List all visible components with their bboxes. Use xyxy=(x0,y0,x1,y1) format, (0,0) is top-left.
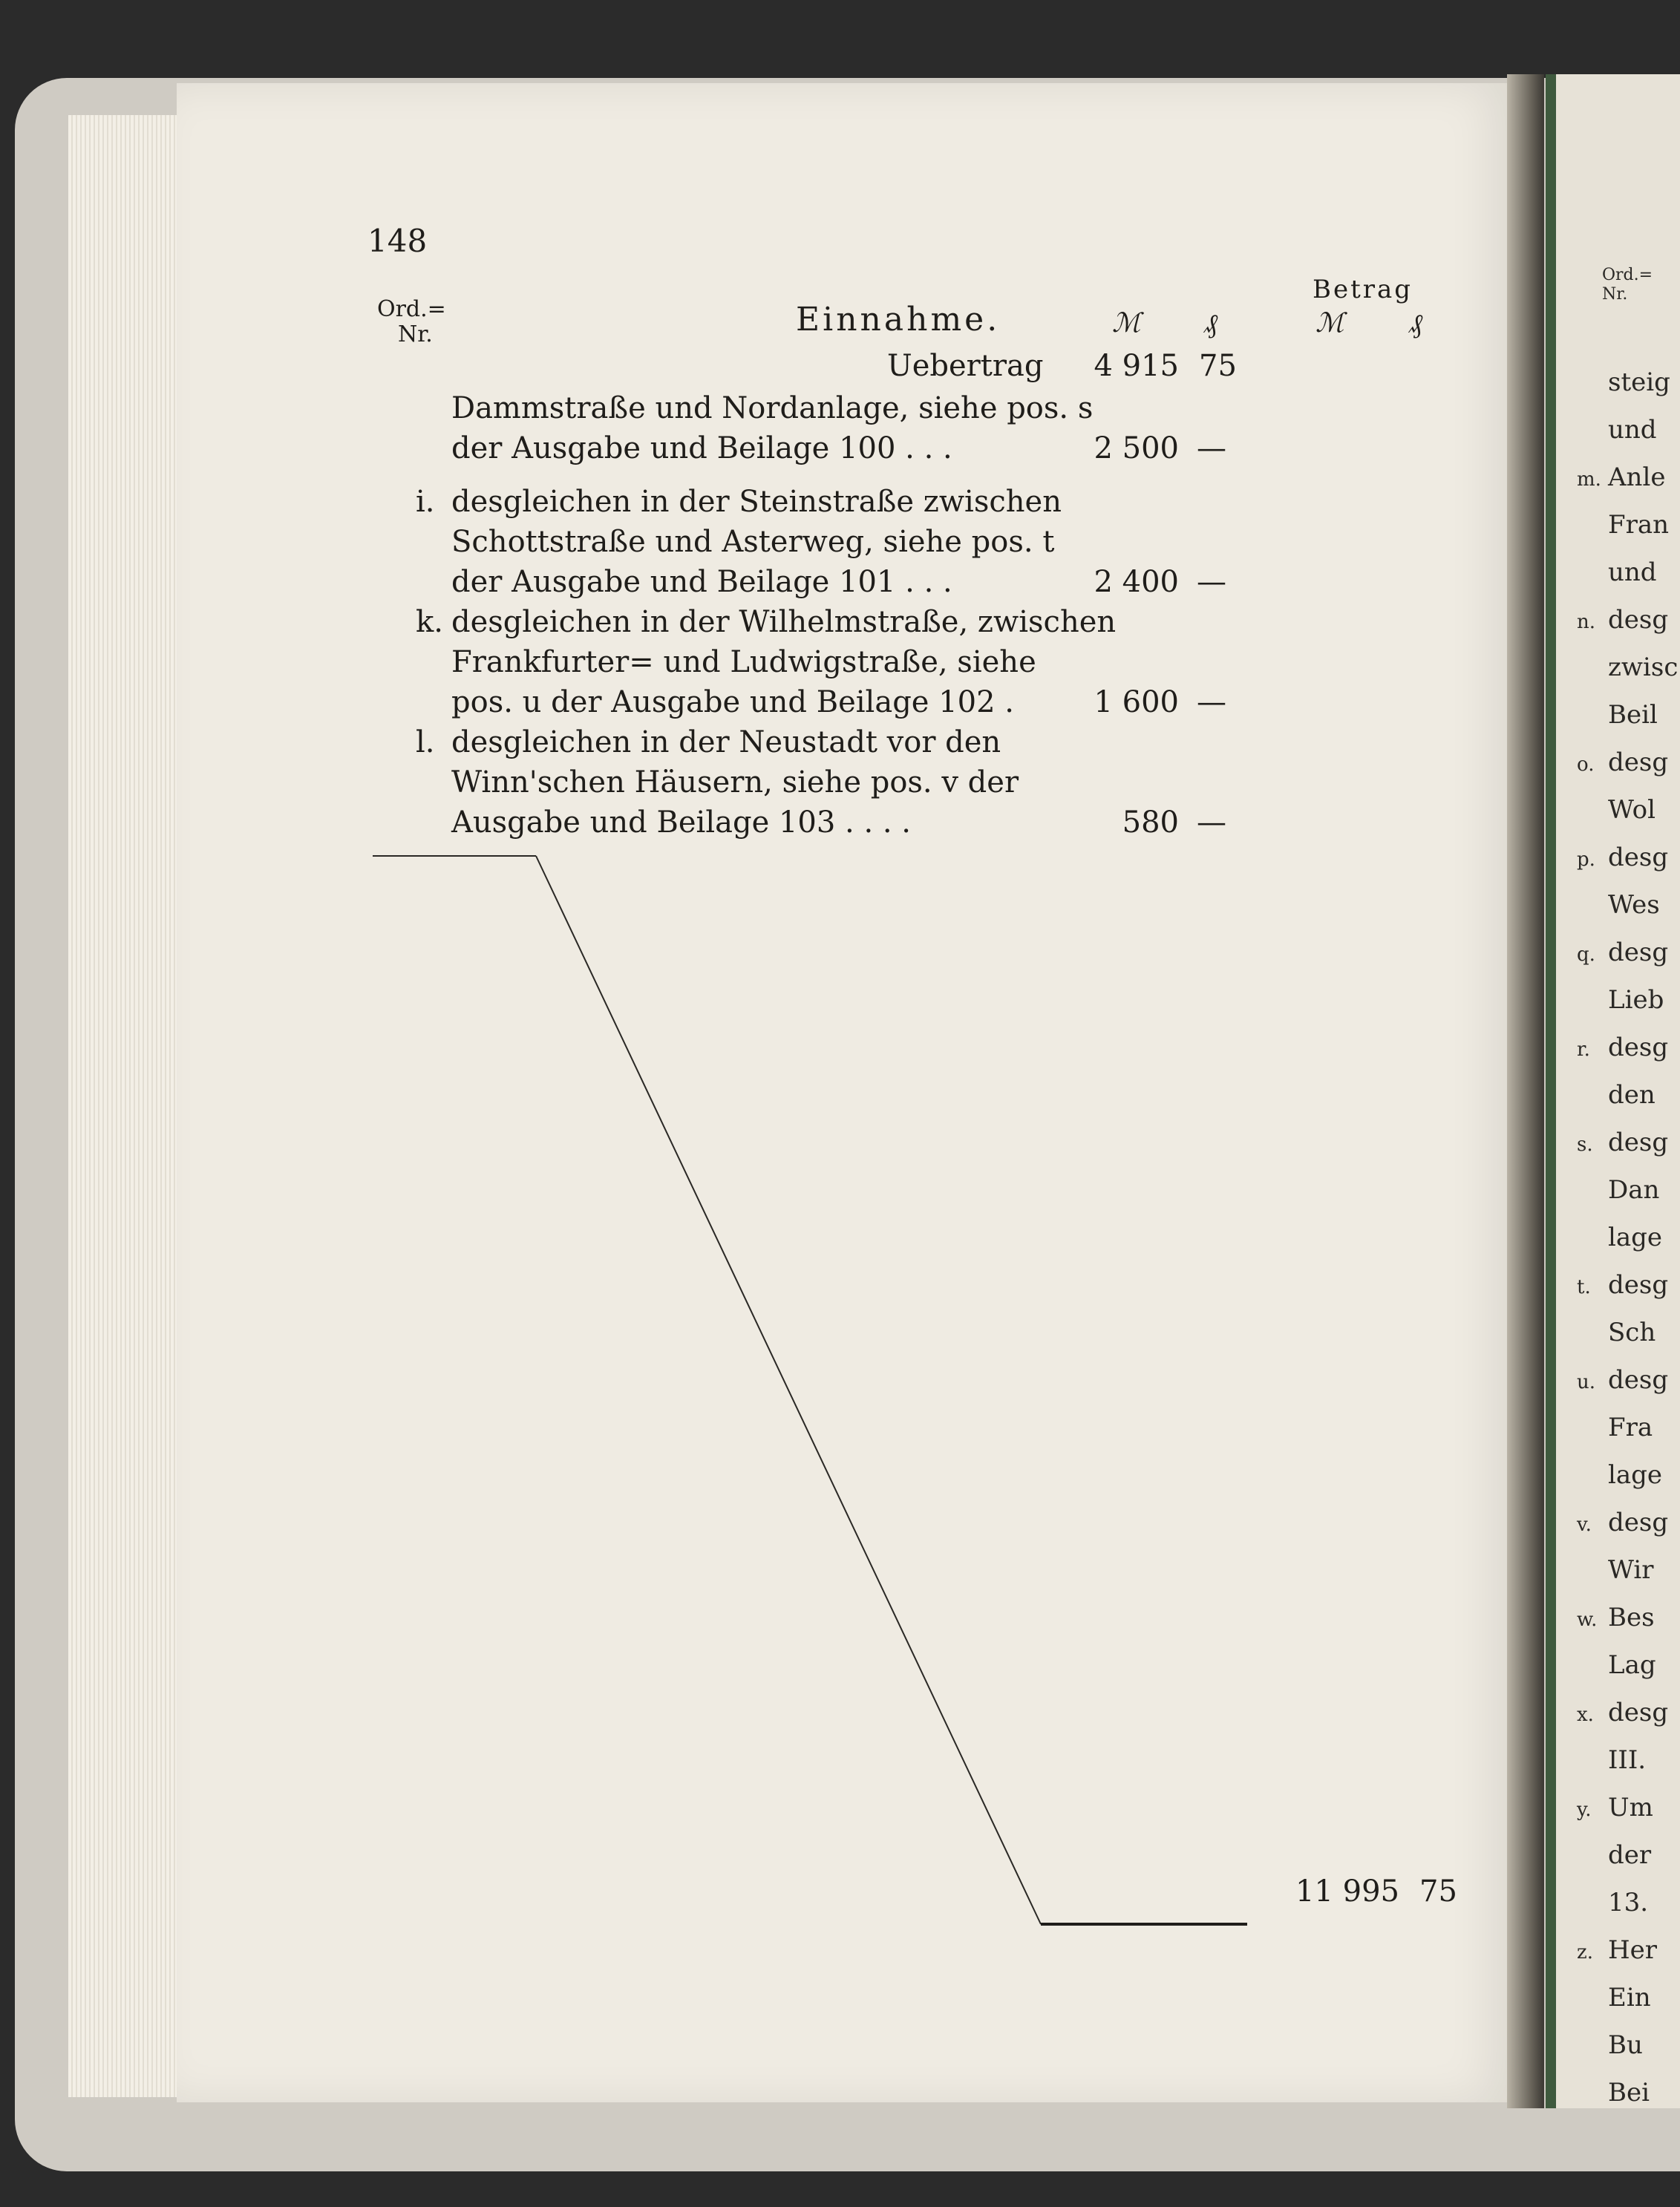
facing-item-marker: s. xyxy=(1577,1134,1593,1156)
entry-amount: 580 xyxy=(1122,805,1179,840)
entry-line: Dammstraße und Nordanlage, siehe pos. s xyxy=(451,391,1094,425)
facing-item-text: Wol xyxy=(1608,795,1656,825)
facing-item-text: steig xyxy=(1608,367,1670,397)
entry-amount: 2 400 xyxy=(1094,565,1179,599)
facing-item-marker: x. xyxy=(1577,1704,1594,1726)
entry-line: Winn'schen Häusern, siehe pos. v der xyxy=(451,765,1019,800)
facing-item-text: Wir xyxy=(1608,1555,1654,1585)
entry-line: Ausgabe und Beilage 103 . . . . xyxy=(451,805,912,840)
facing-item-text: Lag xyxy=(1608,1650,1656,1680)
facing-item-marker: n. xyxy=(1577,611,1596,633)
facing-item-text: Bu xyxy=(1608,2030,1643,2060)
facing-item-marker: t. xyxy=(1577,1276,1591,1298)
facing-header-line1: Ord.= xyxy=(1602,266,1653,284)
facing-item-marker: p. xyxy=(1577,849,1595,871)
facing-item-text: Um xyxy=(1608,1793,1653,1822)
carry-over-cents: 75 xyxy=(1199,349,1237,383)
facing-item-text: Dan xyxy=(1608,1175,1660,1205)
facing-item-marker: v. xyxy=(1577,1514,1592,1536)
entry-amount: 2 500 xyxy=(1094,431,1179,465)
facing-item-text: Sch xyxy=(1608,1318,1656,1347)
entry-line: der Ausgabe und Beilage 100 . . . xyxy=(451,431,952,465)
entry-line: Schottstraße und Asterweg, siehe pos. t xyxy=(451,525,1055,559)
ord-nr-line1: Ord.= xyxy=(377,296,446,322)
carry-over-label: Uebertrag xyxy=(887,349,1044,383)
facing-item-marker: z. xyxy=(1577,1941,1593,1964)
facing-item-text: Lieb xyxy=(1608,985,1664,1015)
facing-item-text: desg xyxy=(1608,1508,1669,1537)
facing-item-text: Fra xyxy=(1608,1413,1653,1442)
facing-item-marker: w. xyxy=(1577,1609,1598,1631)
facing-item-text: 13. xyxy=(1608,1888,1649,1917)
betrag-pfennig-header: ₰ xyxy=(1409,309,1422,339)
facing-item-marker: m. xyxy=(1577,468,1601,491)
facing-item-text: desg xyxy=(1608,1033,1669,1062)
facing-item-text: desg xyxy=(1608,1698,1669,1727)
page-title: Einnahme. xyxy=(796,301,1001,339)
facing-item-text: III. xyxy=(1608,1745,1647,1775)
facing-item-text: Her xyxy=(1608,1935,1658,1965)
entry-marker: i. xyxy=(416,485,435,519)
facing-item-text: desg xyxy=(1608,605,1669,635)
facing-item-marker: q. xyxy=(1577,944,1595,966)
facing-item-text: Wes xyxy=(1608,890,1660,920)
entry-amount: 1 600 xyxy=(1094,685,1179,719)
pfennig-column-header: ₰ xyxy=(1204,309,1217,339)
betrag-header: Betrag xyxy=(1313,275,1413,304)
entry-line: desgleichen in der Neustadt vor den xyxy=(451,725,1001,759)
entry-line: desgleichen in der Steinstraße zwischen xyxy=(451,485,1062,519)
entry-line: der Ausgabe und Beilage 101 . . . xyxy=(451,565,952,599)
facing-item-text: Beil xyxy=(1608,700,1658,730)
facing-item-text: zwisc xyxy=(1608,653,1679,682)
facing-item-text: desg xyxy=(1608,1365,1669,1395)
facing-item-text: desg xyxy=(1608,748,1669,777)
facing-item-text: lage xyxy=(1608,1223,1663,1252)
facing-item-text: Bes xyxy=(1608,1603,1655,1632)
facing-item-marker: y. xyxy=(1577,1799,1592,1821)
entry-cents: — xyxy=(1197,685,1226,719)
ord-nr-line2: Nr. xyxy=(398,321,433,347)
entry-cents: — xyxy=(1197,431,1226,465)
entry-line: desgleichen in der Wilhelmstraße, zwischen xyxy=(451,605,1117,639)
facing-item-text: und xyxy=(1608,415,1657,445)
facing-item-marker: u. xyxy=(1577,1371,1596,1393)
entry-marker: l. xyxy=(416,725,435,759)
facing-item-text: lage xyxy=(1608,1460,1663,1490)
facing-item-text: Bei xyxy=(1608,2078,1650,2108)
facing-item-text: desg xyxy=(1608,843,1669,872)
entry-line: pos. u der Ausgabe und Beilage 102 . xyxy=(451,685,1014,719)
total-cents: 75 xyxy=(1419,1874,1457,1909)
entry-cents: — xyxy=(1197,565,1226,599)
facing-item-text: Fran xyxy=(1608,510,1670,540)
carry-over-amount: 4 915 xyxy=(1094,349,1179,383)
facing-item-marker: o. xyxy=(1577,753,1595,776)
rule-diagonal xyxy=(536,856,1041,1924)
facing-item-text: desg xyxy=(1608,938,1669,967)
facing-item-text: und xyxy=(1608,558,1657,587)
total-amount: 11 995 xyxy=(1295,1874,1399,1909)
facing-item-text: Anle xyxy=(1608,462,1666,492)
facing-item-marker: r. xyxy=(1577,1039,1590,1061)
mark-column-header: ℳ xyxy=(1112,308,1141,339)
facing-item-text: desg xyxy=(1608,1128,1669,1157)
betrag-mark-header: ℳ xyxy=(1315,308,1344,339)
facing-item-text: der xyxy=(1608,1840,1652,1870)
facing-header-line2: Nr. xyxy=(1602,285,1628,304)
entry-cents: — xyxy=(1197,805,1226,840)
facing-item-text: Ein xyxy=(1608,1983,1651,2013)
facing-item-text: desg xyxy=(1608,1270,1669,1300)
page-number: 148 xyxy=(367,223,428,259)
entry-line: Frankfurter= und Ludwigstraße, siehe xyxy=(451,645,1036,679)
entry-marker: k. xyxy=(416,605,443,639)
facing-item-text: den xyxy=(1608,1080,1656,1110)
